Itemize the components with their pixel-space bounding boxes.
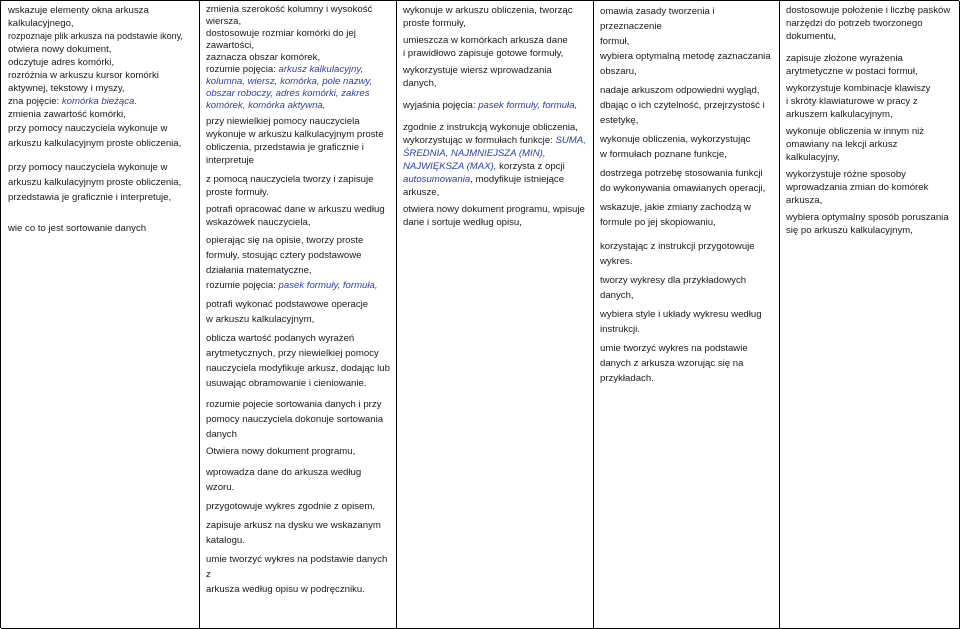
text-line: umieszcza w komórkach arkusza dane [403,35,568,46]
text-line: rozpoznaje plik arkusza na podstawie ikony, [8,31,183,41]
text-line: nadaje arkuszom odpowiedni wygląd, [600,85,760,96]
text-line [206,64,391,76]
text-line: nauczyciela modyfikuje arkusz, dodając lub [206,363,390,374]
text-line: kalkulacyjnego, [8,18,74,29]
text-line: omawia zasady tworzenia i przeznaczenie [600,6,715,32]
text-line: wskazówek nauczyciela, [206,217,311,228]
term-italic: arkusz kalkulacyjny, [278,64,364,75]
text-line: zgodnie z instrukcją wykonuje obliczenia, [403,122,578,133]
text-line: zmienia szerokość kolumny i wysokość [206,4,373,15]
text-line: wiersza, [206,16,242,27]
text-line: wybiera optymalny sposób poruszania [786,212,949,223]
text-line: opierając się na opisie, tworzy proste [206,235,364,246]
term-italic: komórka bieżąca. [61,96,138,107]
text-line: wskazuje, jakie zmiany zachodzą w [600,202,751,213]
text-line: wybiera style i układy wykresu według [600,309,762,320]
term-italic: SUMA, [555,135,586,146]
text-line [403,134,588,147]
text-line: wykonuje obliczenia w innym niż [786,126,925,137]
term-italic: NAJWIĘKSZA (MAX), [403,161,497,172]
text-line: instrukcji. [600,324,640,335]
text-line: dokumentu, [786,31,837,42]
text-line: z pomocą nauczyciela tworzy i zapisuje [206,174,374,185]
text-line: wykres. [600,256,633,267]
text-line: obliczenia, przedstawia je graficznie i [206,142,364,153]
text-line: tworzy wykresy dla przykładowych [600,275,747,286]
text-span: rozumie pojęcia: [206,280,279,291]
term-italic: kolumna, wiersz, komórka, pole nazwy, [206,76,373,87]
text-line: i skróty klawiaturowe w pracy z [786,96,918,107]
text-line: interpretuje [206,155,254,166]
text-line: omawiany na lekcji arkusz [786,139,898,150]
text-line: działania matematyczne, [206,265,312,276]
text-line [206,278,391,293]
term-italic: komórek, komórka aktywna, [206,100,326,111]
text-line: arytmetyczne w postaci formuł, [786,66,918,77]
text-line: danych, [600,290,634,301]
text-line: aktywnej, tekstowy i myszy, [8,83,125,94]
text-line: usuwając obramowanie i cieniowanie. [206,378,367,389]
text-line: dostosowuje rozmiar komórki do jej [206,28,356,39]
text-line: kalkulacyjny, [786,152,840,163]
term-italic: pasek formuły, formuła, [278,280,378,291]
text-line: zawartości, [206,40,254,51]
text-span: wyjaśnia pojęcia: [403,100,479,111]
text-line: wykonuje w arkuszu obliczenia, tworząc [403,5,573,16]
text-line: dostrzega potrzebę stosowania funkcji [600,168,763,179]
text-line: arkusze, [403,187,440,198]
text-line: formuł, [600,36,630,47]
text-line: umie tworzyć wykres na podstawie danych z [206,554,388,580]
text-line: zaznacza obszar komórek, [206,52,321,63]
text-line: danych z arkusza wzorując się na [600,358,744,369]
text-line [403,99,588,112]
column-4 [593,1,780,629]
text-line: proste formuły, [403,18,466,29]
text-line: wykonuje obliczenia, wykorzystując [600,134,751,145]
text-line: w arkuszu kalkulacyjnym, [206,314,315,325]
text-line: zmienia zawartość komórki, [8,109,126,120]
text-line: arkuszu kalkulacyjnym proste obliczenia, [8,138,182,149]
text-line: wykorzystuje wiersz wprowadzania danych, [403,65,552,89]
text-line: w formułach poznane funkcje, [600,149,727,160]
text-line: do wykonywania omawianych operacji, [600,183,766,194]
text-span: zna pojęcie: [8,96,62,107]
text-line: przy niewielkiej pomocy nauczyciela [206,116,360,127]
text-line: danych [206,429,237,440]
text-line [403,160,588,173]
text-line: Otwiera nowy dokument programu, [206,446,356,457]
text-line: arkusza, [786,195,823,206]
text-line: przy pomocy nauczyciela wykonuje w [8,123,168,134]
text-span: wykorzystując w formułach funkcje: [403,135,556,146]
text-line: arytmetycznych, przy niewielkiej pomocy [206,348,379,359]
text-line: wskazuje elementy okna arkusza [8,5,149,16]
text-line [8,95,194,108]
text-line: wykorzystuje różne sposoby [786,169,906,180]
term-italic: ŚREDNIA, NAJMNIEJSZA (MIN), [403,148,546,159]
text-line: potrafi opracować dane w arkuszu według [206,204,385,215]
text-line [403,173,588,186]
text-line: i prawidłowo zapisuje gotowe formuły, [403,48,564,59]
text-span: , modyfikuje istniejące [470,174,565,185]
text-line: korzystając z instrukcji przygotowuje [600,241,755,252]
text-line: otwiera nowy dokument, [8,44,112,55]
text-line: przykładach. [600,373,654,384]
term-italic: autosumowania [403,174,471,185]
text-line: dbając o ich czytelność, przejrzystość i [600,100,765,111]
text-line: obszaru, [600,66,637,77]
text-line: rozróżnia w arkuszu kursor komórki [8,70,159,81]
text-line: formule po jej skopiowaniu, [600,217,716,228]
text-line: arkusza według opisu w podręczniku. [206,584,365,595]
column-1 [1,1,200,629]
term-italic: obszar roboczy, adres komórki, zakres [206,88,370,99]
text-line: potrafi wykonać podstawowe operacje [206,299,369,310]
text-line: arkuszu kalkulacyjnym proste obliczenia, [8,177,182,188]
text-line: oblicza wartość podanych wyrażeń [206,333,355,344]
text-line: się po arkuszu kalkulacyjnym, [786,225,913,236]
text-line: odczytuje adres komórki, [8,57,115,68]
column-5 [779,1,960,629]
text-line: formuły, stosując cztery podstawowe [206,250,362,261]
text-line: proste formuły. [206,187,269,198]
text-line: estetykę, [600,115,639,126]
text-line: dane i sortuje według opisu, [403,217,522,228]
text-line: przedstawia je graficznie i interpretuje, [8,192,172,203]
text-line: wprowadzania zmian do komórek [786,182,929,193]
text-line: katalogu. [206,535,245,546]
term-italic: pasek formuły, formuła, [478,100,578,111]
text-line: umie tworzyć wykres na podstawie [600,343,748,354]
text-line: zapisuje arkusz na dysku we wskazanym [206,520,381,531]
text-line: dostosowuje położenie i liczbę pasków [786,5,951,16]
text-line: wykonuje w arkuszu kalkulacyjnym proste [206,129,384,140]
text-line: wie co to jest sortowanie danych [8,223,147,234]
column-3 [396,1,594,629]
text-line: otwiera nowy dokument programu, wpisuje [403,204,585,215]
text-line: przy pomocy nauczyciela wykonuje w [8,162,168,173]
text-line: rozumie pojecie sortowania danych i przy [206,399,382,410]
text-line: przygotowuje wykres zgodnie z opisem, [206,501,376,512]
text-span: korzysta z opcji [496,161,565,172]
text-line: wykorzystuje kombinacje klawiszy [786,83,931,94]
column-2 [199,1,397,629]
text-span: rozumie pojęcia: [206,64,279,75]
text-line: pomocy nauczyciela dokonuje sortowania [206,414,384,425]
text-line: wprowadza dane do arkusza według wzoru. [206,467,362,493]
text-line: wybiera optymalną metodę zaznaczania [600,51,771,62]
text-line: narzędzi do potrzeb tworzonego [786,18,923,29]
text-line: zapisuje złożone wyrażenia [786,53,903,64]
text-line: arkuszem kalkulacyjnym, [786,109,893,120]
